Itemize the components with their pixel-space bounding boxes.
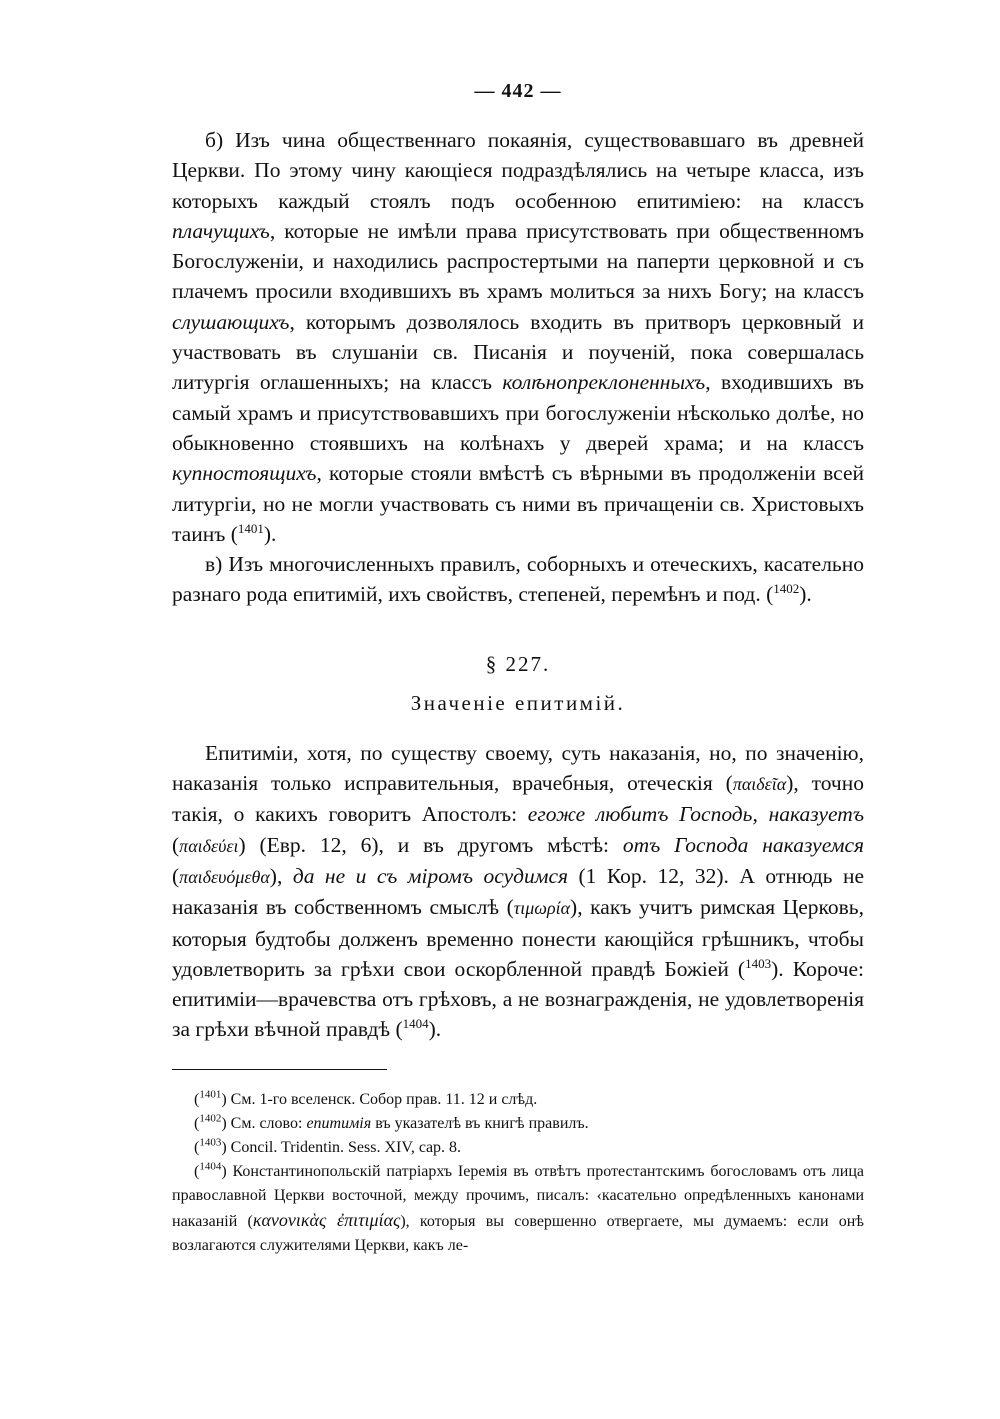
text: , которымъ дозволялось входить въ притворъ церковный и участвовать въ слушаніи св. Писанія и поученій, пока совершалась литургія оглашенныхъ; на классъ bbox=[172, 309, 864, 395]
emphasis: епитимія bbox=[306, 1114, 372, 1132]
greek-term: παιδεύει bbox=[179, 835, 239, 856]
text: ). bbox=[799, 582, 812, 607]
text: , которые стояли вмѣстѣ съ вѣрными въ продолженіи всей литургіи, но не могли участвовать съ ними въ причащеніи св. Христовыхъ таинъ ( bbox=[172, 461, 864, 546]
text: ), какъ учитъ римская Церковь, которыя будтобы долженъ временно понести кающійся грѣшникъ, чтобы удовлетворить за грѣхи свои оскорбленной правдѣ Божіей ( bbox=[172, 895, 864, 981]
footnote-open: ( bbox=[194, 1162, 200, 1180]
text: , входившихъ въ самый храмъ и присутствовавшихъ при богослуженіи нѣсколько долѣе, но обыкновенно стоявшихъ на колѣнахъ у дверей храма; и на классъ bbox=[172, 370, 865, 455]
footnote-1401 bbox=[172, 1088, 864, 1112]
text: ). bbox=[263, 521, 277, 546]
paragraph-b bbox=[172, 125, 864, 549]
text: Епитиміи, хотя, по существу своему, суть наказанія, но, по значенію, наказанія только исправительныя, врачебныя, отеческія ( bbox=[172, 740, 864, 796]
footnote-open: ( bbox=[194, 1138, 200, 1156]
footnote-text: въ указателѣ въ книгѣ правилъ. bbox=[371, 1114, 589, 1132]
footnote-close: ) bbox=[221, 1138, 227, 1156]
footnote-open: ( bbox=[194, 1090, 200, 1108]
paragraph-main bbox=[172, 738, 864, 1045]
text: (1 Кор. 12, 32). А отнюдь не наказанія въ собственномъ смыслѣ ( bbox=[172, 863, 864, 920]
footnote-number: 1404 bbox=[199, 1160, 222, 1173]
footnote-text: См. 1-го вселенск. Собор прав. 11. 12 и слѣд. bbox=[226, 1090, 538, 1108]
text: ), точно такія, о какихъ говоритъ Апостолъ: bbox=[172, 771, 864, 827]
footnote-reference: 1402 bbox=[773, 581, 800, 597]
greek-term: παιδευόμεθα bbox=[179, 866, 270, 887]
footnote-text: См. слово: bbox=[226, 1114, 307, 1132]
paragraph-v bbox=[172, 549, 864, 610]
footnote-1402 bbox=[172, 1112, 864, 1136]
footnote-1404 bbox=[172, 1160, 864, 1258]
footnote-close: ) bbox=[221, 1090, 227, 1108]
section-number: § 227. bbox=[485, 651, 551, 676]
emphasis: плачущихъ bbox=[172, 218, 270, 243]
emphasis: колѣнопреклоненныхъ bbox=[502, 370, 706, 395]
footnote-close: ) bbox=[221, 1114, 227, 1132]
section-title: Значеніе епитимій. bbox=[410, 690, 626, 715]
emphasis: да не и съ міромъ осудимся bbox=[292, 863, 568, 888]
text: ) (Евр. 12, 6), и въ другомъ мѣстѣ: bbox=[238, 832, 623, 857]
footnote-reference: 1401 bbox=[237, 520, 264, 536]
footnote-text: Константинопольскій патріархъ Іеремія въ отвѣтъ протестантскимъ богословамъ отъ лица православной Церкви восточной, между прочимъ, писалъ: ‹касательно опредѣленныхъ канонами наказаній ( bbox=[172, 1162, 864, 1230]
book-page bbox=[172, 80, 864, 1258]
emphasis: отъ Господа наказуемся bbox=[622, 832, 864, 857]
footnote-close: ) bbox=[221, 1162, 227, 1180]
footnote-number: 1401 bbox=[199, 1088, 222, 1101]
greek-term: παιδεῖα bbox=[732, 774, 787, 795]
emphasis: егоже любитъ Господь, наказуетъ bbox=[527, 802, 864, 827]
footnote-reference: 1404 bbox=[402, 1016, 429, 1032]
text: ). Короче: епитиміи—врачевства отъ грѣховъ, а не вознагражденія, не удовлетворенія за грѣхи вѣчной правдѣ ( bbox=[172, 956, 864, 1042]
footnote-divider bbox=[172, 1069, 387, 1070]
footnote-reference: 1403 bbox=[745, 955, 772, 971]
text: , которые не имѣли права присутствовать при общественномъ Богослуженіи, и находились распростертыми на паперти церковной и съ плачемъ просили входившихъ въ храмъ молиться за нихъ Богу; на классъ bbox=[172, 218, 864, 304]
footnote-open: ( bbox=[194, 1114, 200, 1132]
footnote-number: 1402 bbox=[199, 1112, 222, 1125]
text: в) Изъ многочисленныхъ правилъ, соборныхъ и отеческихъ, касательно разнаго рода епитимій, ихъ свойствъ, степеней, перемѣнъ и под. ( bbox=[172, 552, 864, 607]
footnote-text: Concil. Tridentin. Sess. XIV, cap. 8. bbox=[226, 1138, 462, 1156]
text: б) Изъ чина общественнаго покаянія, существовавшаго въ древней Церкви. По этому чину кающіеся подраздѣлялись на четыре класса, изъ которыхъ каждый стоялъ подъ особенною епитиміею: на классъ bbox=[172, 128, 864, 213]
footnote-number: 1403 bbox=[199, 1136, 222, 1149]
text: ), bbox=[269, 863, 293, 888]
footnote-text: ), которыя вы совершенно отвергаете, мы думаемъ: если онѣ возлагаются служителями Церкви, какъ ле- bbox=[172, 1212, 864, 1254]
text: ( bbox=[172, 863, 180, 888]
greek-term: κανονικὰς ἐπιτιμίας bbox=[252, 1209, 401, 1230]
greek-term: τιμωρία bbox=[513, 898, 571, 919]
footnote-1403 bbox=[172, 1136, 864, 1160]
text: ( bbox=[172, 832, 180, 857]
emphasis: купностоящихъ bbox=[172, 461, 317, 486]
page-number: — 442 — bbox=[474, 80, 562, 102]
emphasis: слушающихъ bbox=[172, 309, 290, 334]
text: ). bbox=[428, 1017, 442, 1042]
